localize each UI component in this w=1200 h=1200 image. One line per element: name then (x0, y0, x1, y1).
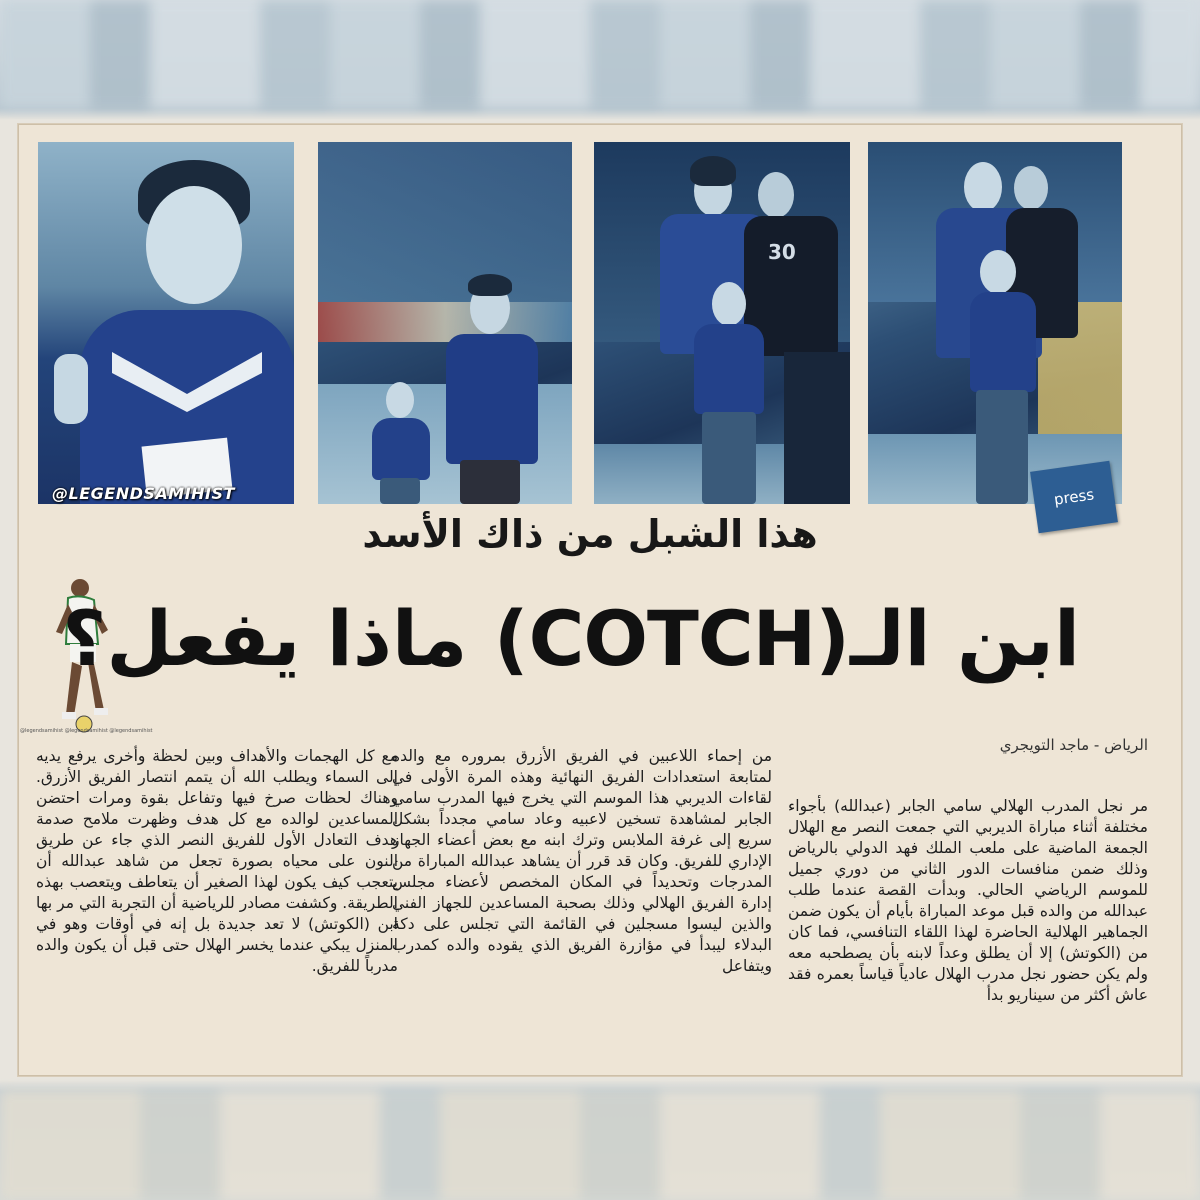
watermark: @LEGENDSAMIHIST (52, 484, 235, 503)
article-byline: الرياض - ماجد التويجري (999, 736, 1148, 754)
article-column-3-text: مع كل الهجمات والأهداف وبين لحظة وأخرى يرفع يديه إلى السماء ويطلب الله أن يتمم انتصار الفريق الأزرق. وهناك لحظات صرخ فيها وتفاعل بقوة ومرات احتضن المساعدين لوالده مع كل هدف وظهرت ملامح صدمة هدف التعادل الأول للفريق النصر الذي جاء عن طريق النون على محياه بصورة تجعل من شاهد عبدالله أن يتعجب كيف يكون لهذا الصغير أن يتعاطف ويتعصب بهذه الطريقة. وكشفت مصادر للرياضية أن التجربة التي مر بها ابن (الكوتش) لا تعد جديدة بل إنه في أوقات وهو في المنزل يبكي عندما يخسر الهلال حتى قبل أن يكون والده مدرباً للفريق. (36, 747, 398, 975)
press-badge-label: press (1052, 485, 1096, 509)
article-column-1 (788, 796, 1148, 1006)
article-column-2 (392, 746, 772, 977)
article-subtitle: هذا الشبل من ذاك الأسد (362, 512, 818, 556)
article-column-3 (36, 746, 398, 977)
photo-boy-with-players: 30 (594, 142, 850, 504)
photo-coach-hugging-boy (868, 142, 1122, 504)
article-headline: ابن الـ(COTCH) ماذا يفعل؟ (62, 594, 1080, 683)
social-handles: @legendsamihist @legendsamihist @legendsamihist (20, 728, 153, 734)
blurred-background-top (0, 0, 1200, 108)
photo-boy-closeup (38, 142, 294, 504)
press-badge (1030, 461, 1118, 534)
photo-boy-with-coach (318, 142, 572, 504)
article-column-1-text: مر نجل المدرب الهلالي سامي الجابر (عبدالله) بأجواء مختلفة أثناء مباراة الديربي التي جمعت النصر مع الهلال الجمعة الماضية على ملعب الملك فهد الدولي بالرياض وذلك ضمن منافسات الدور الثاني من دوري جميل للموسم الرياضي الحالي. وبدأت القصة عندما طلب عبدالله من والده قبل موعد المباراة بأيام أن يكون ضمن الجماهير الهلالية الحاضرة لهذا اللقاء التنافسي، فما كان من (الكوتش) إلا أن يطلق وعداً لابنه بأن يصطحبه معه ولم يكن حضور نجل مدرب الهلال عادياً قياساً بعمره فقد عاش أكثر من سيناريو بدأ (788, 797, 1148, 1004)
blurred-background-bottom (0, 1090, 1200, 1200)
article-column-2-text: من إحماء اللاعبين في الفريق الأزرق بمروره مع والده لمتابعة استعدادات الفريق النهائية وهذه المرة الأولى في لقاءات الديربي هذا الموسم التي يخرج فيها المدرب سامي الجابر لمشاهدة تسخين لاعبيه وعاد سامي مجدداً بشكل سريع إلى غرفة الملابس وترك ابنه مع بعض أعضاء الجهاز الإداري للفريق. وكان قد قرر أن يشاهد عبدالله المباراة من المدرجات وتحديداً في المكان المخصص لأعضاء مجلس إدارة الفريق الهلالي وذلك بصحبة المساعدين للجهاز الفني والذين ليسوا مسجلين في القائمة التي تجلس على دكة البدلاء ليبدأ في مؤازرة الفريق الذي يقوده والده كمدرب ويتفاعل (392, 747, 772, 975)
